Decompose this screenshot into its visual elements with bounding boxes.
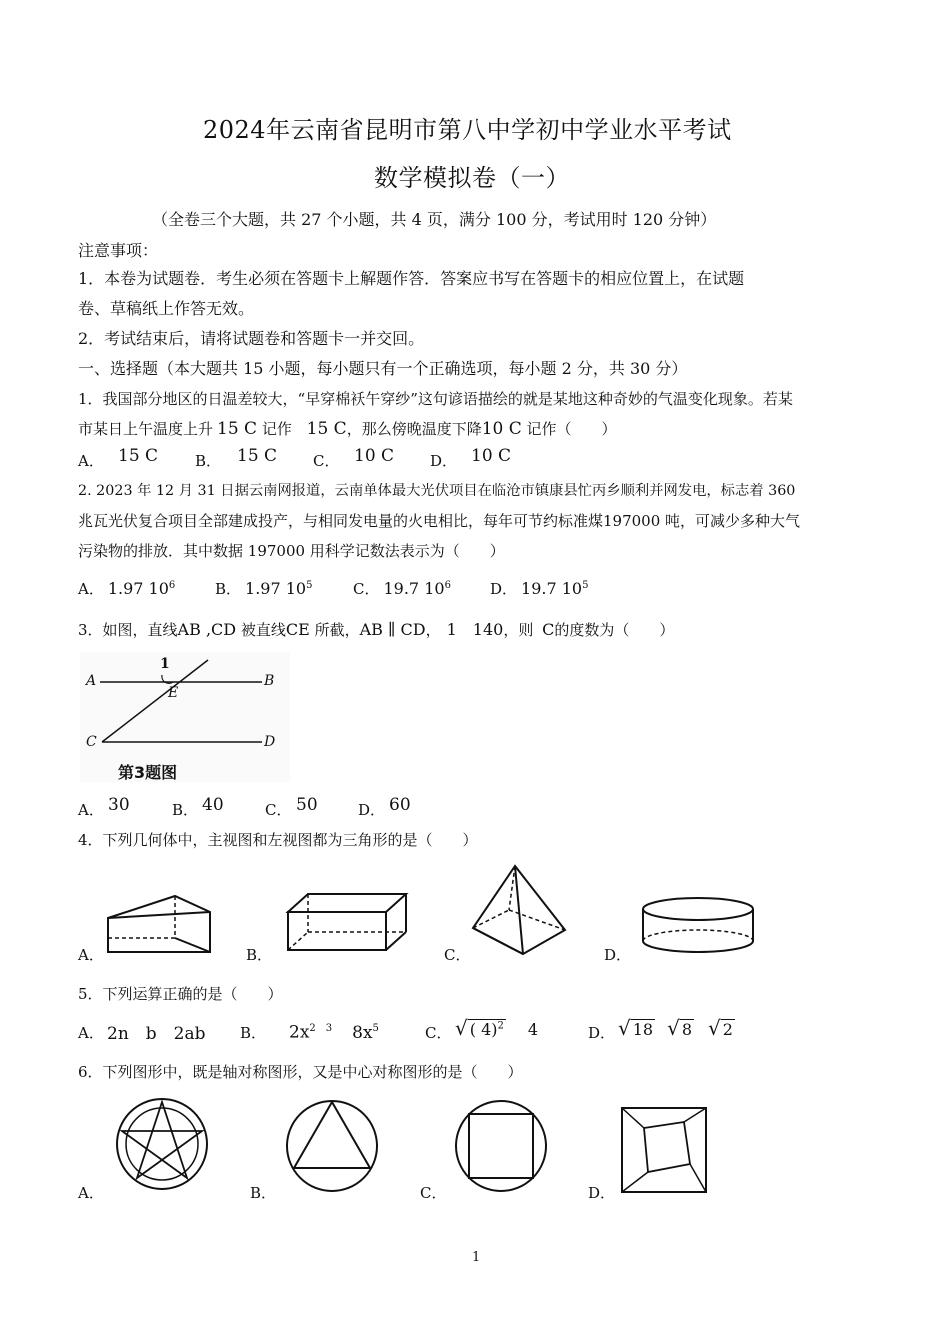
q3-line-ce: CE [285, 620, 310, 639]
exam-title: 2024年云南省昆明市第八中学初中学业水平考试 [203, 116, 732, 144]
q5-option-b-rhs: 8x [352, 1022, 373, 1043]
q5-option-c-radicand: ( 4) [469, 1020, 498, 1039]
q5-option-d-sqrt-1: √ 18 [618, 1016, 654, 1040]
exam-subtitle: 数学模拟卷（一） [374, 164, 570, 192]
q6-option-d-label: D． [588, 1184, 616, 1202]
q3-text-c: 所截， [314, 621, 360, 639]
q3-option-c-label: C． [265, 801, 292, 819]
q6-pentagram-figure [114, 1096, 210, 1192]
q3-option-d-value: 60 [389, 795, 411, 815]
q2-option-d-label: D． [490, 580, 518, 598]
q3-option-a-value: 30 [108, 795, 130, 815]
q1-value-1: 15 C [217, 419, 258, 439]
q5-option-b-base: 2x [289, 1022, 310, 1043]
q2-option-a [78, 578, 175, 599]
q5-stem: 5．下列运算正确的是（ ） [78, 985, 283, 1003]
q6-rotated-squares-figure [620, 1106, 710, 1196]
q2-option-d [490, 578, 588, 599]
q1-text-a: 市某日上午温度上升 [78, 420, 214, 438]
q4-option-b-label: B． [246, 946, 273, 964]
q3-figure-lines [80, 652, 290, 782]
q4-option-c-label: C． [444, 946, 471, 964]
q5-option-b-exp: 2 3 [309, 1023, 333, 1034]
q5-option-c-exp: 2 [497, 1020, 504, 1032]
q1-text-d: 记作（ ） [526, 420, 617, 438]
q2-option-c-base: 19.7 10 [383, 579, 445, 598]
exam-info: （全卷三个大题，共 27 个小题，共 4 页，满分 100 分，考试用时 120 分钟） [152, 210, 717, 229]
q1-option-b-value: 15 C [237, 446, 278, 466]
q1-value-3: 10 C [481, 419, 522, 439]
q3-option-a-label: A． [78, 801, 104, 819]
q2-option-b [215, 578, 312, 599]
q3-figure [80, 652, 290, 782]
q5-option-d-sqrt-2: √ 8 [667, 1016, 693, 1040]
q2-option-d-base: 19.7 10 [521, 579, 583, 598]
q3-stem [78, 617, 674, 640]
section-1-heading: 一、选择题（本大题共 15 小题，每小题只有一个正确选项，每小题 2 分，共 30 分） [78, 359, 688, 378]
q2-option-c [353, 578, 451, 599]
q1-line-1: 1．我国部分地区的日温差较大，“早穿棉袄午穿纱”这句谚语描绘的就是某地这种奇妙的气温变化现象。若某 [78, 390, 793, 408]
q5-option-c-label: C． [425, 1024, 452, 1042]
q2-option-b-label: B． [215, 580, 242, 598]
q1-option-b-label: B． [195, 452, 222, 470]
q3-option-b-label: B． [172, 801, 199, 819]
q3-label-1: 1 [160, 656, 170, 672]
q3-option-d-label: D． [358, 801, 386, 819]
note-1-line-1: 1．本卷为试题卷．考生必须在答题卡上解题作答．答案应书写在答题卡的相应位置上，在试题 [78, 269, 745, 288]
q2-option-b-base: 1.97 10 [245, 579, 307, 598]
q5-option-c-expr [455, 1016, 538, 1040]
q6-option-c-label: C． [420, 1184, 447, 1202]
q2-option-c-label: C． [353, 580, 380, 598]
q1-text-b: 记作 [261, 420, 292, 438]
q1-option-a-value: 15 C [118, 446, 159, 466]
q5-option-d-label: D． [588, 1024, 616, 1042]
q6-square-in-circle-figure [453, 1098, 549, 1194]
q5-option-b-label: B． [240, 1024, 267, 1042]
q2-option-d-exp: 5 [582, 580, 589, 591]
q5-option-d-expr [618, 1016, 735, 1040]
q3-lines: AB ,CD [177, 620, 237, 639]
q5-option-d-sqrt-3: √ 2 [708, 1016, 733, 1040]
note-1-line-2: 卷、草稿纸上作答无效。 [78, 299, 255, 318]
q6-stem: 6．下列图形中，既是轴对称图形，又是中心对称图形的是（ ） [78, 1063, 523, 1081]
q3-label-e: E [168, 685, 179, 701]
q1-option-d-value: 10 C [471, 446, 512, 466]
q2-line-3: 污染物的排放．其中数据 197000 用科学记数法表示为（ ） [78, 542, 505, 560]
q3-text-e: 的度数为（ ） [554, 621, 675, 639]
q2-option-b-exp: 5 [306, 580, 313, 591]
q5-option-c-sqrt: √ ( 4)$^2$ [455, 1016, 504, 1040]
q1-option-c-label: C． [313, 452, 340, 470]
q2-option-a-label: A． [78, 580, 104, 598]
q1-option-d-label: D． [430, 452, 458, 470]
q3-label-c: C [86, 734, 97, 750]
q4-option-a-label: A． [78, 946, 104, 964]
q5-option-b-expr [289, 1019, 379, 1043]
q5-option-a-expr: 2n b 2ab [107, 1024, 206, 1044]
q3-option-b-value: 40 [202, 795, 224, 815]
q3-label-a: A [86, 673, 97, 689]
q6-option-a-label: A． [78, 1184, 104, 1202]
q2-option-a-exp: 6 [168, 580, 176, 591]
q1-value-2: 15 C [306, 419, 347, 439]
q4-option-d-label: D． [604, 946, 632, 964]
q2-option-a-base: 1.97 10 [107, 579, 169, 598]
q4-pyramid-figure [465, 862, 575, 962]
q2-line-2: 兆瓦光伏复合项目全部建成投产，与相同发电量的火电相比，每年可节约标准煤197000 吨，可减少多种大气 [78, 512, 801, 530]
q3-comma: ， [425, 621, 441, 639]
q3-angle: 1 140 [446, 620, 504, 639]
q3-text-b: 被直线 [240, 621, 286, 639]
q2-option-c-exp: 6 [444, 580, 451, 591]
q5-option-c-rhs: 4 [527, 1020, 539, 1039]
q3-parallel: AB ∥ CD [359, 620, 426, 639]
q3-text-a: 3．如图，直线 [78, 621, 178, 639]
q4-triangular-prism-figure [100, 888, 220, 958]
q2-line-1: 2. 2023 年 12 月 31 日据云南网报道，云南单体最大光伏项目在临沧市镇康县忙丙乡顺利并网发电，标志着 360 [78, 483, 796, 499]
q3-figure-caption: 第3题图 [118, 763, 178, 782]
q1-option-c-value: 10 C [354, 446, 395, 466]
q3-c: C [542, 620, 555, 639]
page-number: 1 [472, 1250, 481, 1265]
q3-label-b: B [264, 673, 275, 689]
q1-line-2 [78, 418, 617, 439]
q3-option-c-value: 50 [296, 795, 318, 815]
q6-triangle-in-circle-figure [284, 1098, 380, 1194]
q5-option-a-label: A． [78, 1024, 104, 1042]
notes-heading: 注意事项： [78, 241, 159, 260]
q1-text-c: ，那么傍晚温度下降 [346, 420, 482, 438]
q1-option-a-label: A． [78, 452, 104, 470]
q4-stem: 4．下列几何体中，主视图和左视图都为三角形的是（ ） [78, 831, 478, 849]
q5-option-b-rhs-exp: 5 [372, 1023, 379, 1034]
q4-cuboid-figure [282, 890, 412, 960]
q6-option-b-label: B． [250, 1184, 277, 1202]
q3-label-d: D [264, 734, 276, 750]
q3-text-d: ，则 [503, 621, 534, 639]
q4-cylinder-figure [640, 895, 760, 960]
note-2: 2．考试结束后，请将试题卷和答题卡一并交回。 [78, 329, 425, 348]
